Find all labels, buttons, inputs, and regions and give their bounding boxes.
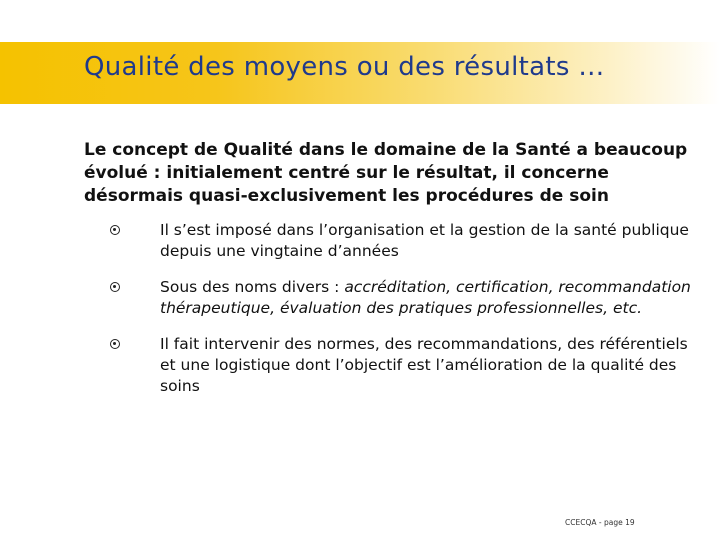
bullet-text: Il fait intervenir des normes, des recommandations, des référentiels et une logistique dont l’objectif est l’amélioration de la qualité des soins bbox=[160, 335, 688, 395]
bullet-circle-icon bbox=[110, 339, 120, 349]
bullet-item bbox=[108, 277, 698, 319]
bullet-circle-icon bbox=[110, 282, 120, 292]
bullet-item bbox=[108, 334, 698, 397]
page-footer: CCECQA - page 19 bbox=[565, 518, 635, 527]
intro-paragraph: Le concept de Qualité dans le domaine de la Santé a beaucoup évolué : initialement centré sur le résultat, il concerne désormais quasi-exclusivement les procédures de soin bbox=[84, 140, 688, 206]
bullet-italic-text: accréditation, certification, recommandation thérapeutique, évaluation des pratiques professionnelles, etc. bbox=[160, 278, 691, 317]
bullet-text: Il s’est imposé dans l’organisation et la gestion de la santé publique depuis une vingtaine d’années bbox=[160, 221, 689, 260]
slide-title: Qualité des moyens ou des résultats … bbox=[84, 52, 605, 82]
bullet-circle-icon bbox=[110, 225, 120, 235]
bullet-text: Sous des noms divers : bbox=[160, 278, 345, 296]
bullet-item bbox=[108, 220, 698, 262]
bullet-list bbox=[108, 220, 698, 412]
